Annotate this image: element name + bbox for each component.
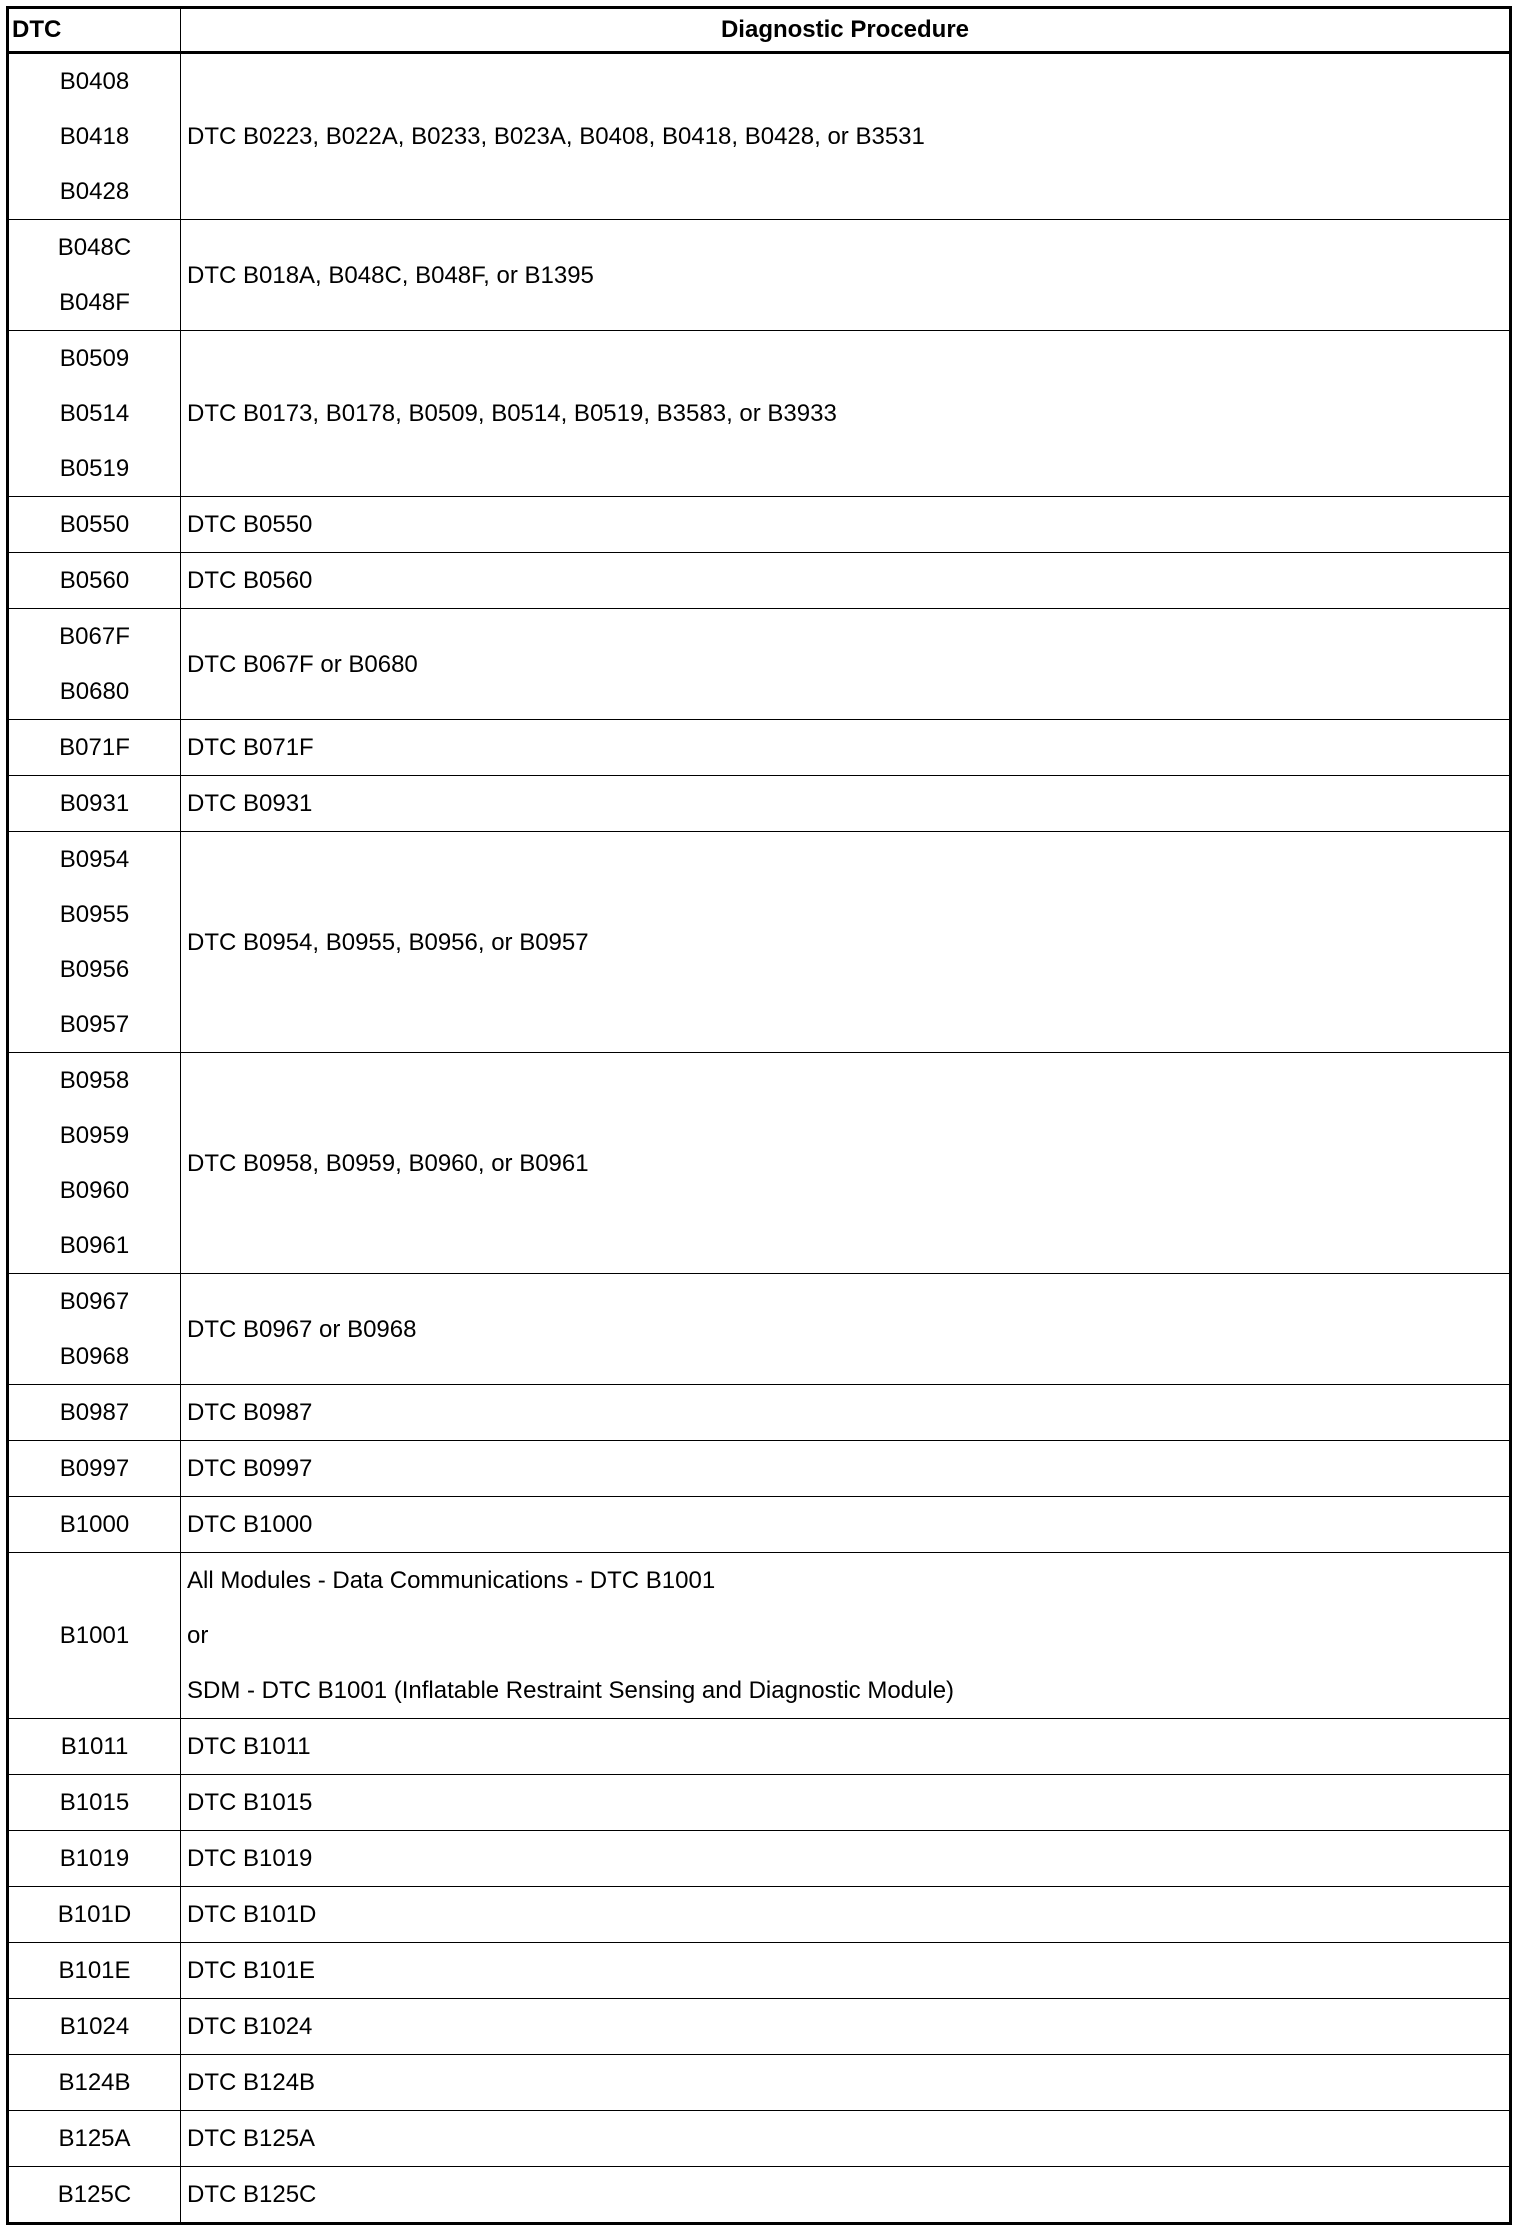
dtc-code: B101E (58, 1957, 131, 1984)
table-row (8, 609, 1511, 720)
procedure-link-text: DTC B0173, B0178, B0509, B0514, B0519, B3583, or B3933 (187, 400, 837, 427)
dtc-code: B048C (57, 234, 132, 261)
dtc-code: B0680 (59, 678, 130, 705)
dtc-code: B0961 (59, 1232, 130, 1259)
procedure-link-text: DTC B071F (187, 734, 314, 761)
table-row (8, 1553, 1511, 1719)
procedure-link-text: DTC B101D (187, 1901, 317, 1928)
dtc-code: B125C (57, 2181, 132, 2208)
dtc-code: B0418 (59, 123, 130, 150)
dtc-code: B0509 (59, 345, 130, 372)
dtc-code-cell (8, 832, 181, 1053)
procedure-cell (181, 1385, 1511, 1441)
dtc-code: B0987 (59, 1399, 130, 1426)
procedure-cell (181, 553, 1511, 609)
dtc-code: B101D (57, 1901, 132, 1928)
procedure-link-text: DTC B067F or B0680 (187, 650, 418, 678)
dtc-code: B0967 (59, 1288, 130, 1315)
table-row (8, 1943, 1511, 1999)
dtc-code-cell (8, 1775, 181, 1831)
table-row (8, 832, 1511, 1053)
dtc-code: B125A (58, 2125, 131, 2152)
procedure-cell (181, 609, 1511, 720)
dtc-code: B0957 (59, 1011, 130, 1038)
procedure-link-text: DTC B1024 (187, 2013, 313, 2040)
dtc-code: B0560 (59, 567, 130, 594)
procedure-cell (181, 1441, 1511, 1497)
table-row (8, 1999, 1511, 2055)
procedure-cell (181, 331, 1511, 497)
table-row (8, 2055, 1511, 2111)
dtc-code: B1024 (59, 2013, 130, 2040)
dtc-code-cell (8, 2167, 181, 2224)
procedure-cell (181, 1887, 1511, 1943)
dtc-code-cell (8, 1999, 181, 2055)
dtc-code-cell (8, 1553, 181, 1719)
table-row (8, 720, 1511, 776)
dtc-code-cell (8, 609, 181, 720)
procedure-link-text: DTC B0550 (187, 511, 313, 538)
table-row (8, 1497, 1511, 1553)
procedure-link-text: All Modules - Data Communications - DTC B1001 (187, 1567, 716, 1594)
table-row (8, 1053, 1511, 1274)
dtc-code: B067F (59, 623, 130, 650)
dtc-code-cell (8, 53, 181, 220)
dtc-code-cell (8, 1385, 181, 1441)
dtc-code: B1015 (59, 1789, 130, 1816)
table-row (8, 220, 1511, 331)
procedure-cell (181, 2111, 1511, 2167)
procedure-link-text: DTC B1015 (187, 1789, 313, 1816)
procedure-link-text: DTC B0223, B022A, B0233, B023A, B0408, B0418, B0428, or B3531 (187, 123, 925, 150)
table-row (8, 1385, 1511, 1441)
procedure-cell (181, 1999, 1511, 2055)
dtc-code-cell (8, 553, 181, 609)
procedure-cell (181, 53, 1511, 220)
dtc-code-cell (8, 720, 181, 776)
dtc-code: B124B (58, 2069, 131, 2096)
dtc-procedure-table (6, 6, 1512, 2225)
dtc-code: B0954 (59, 846, 130, 873)
procedure-link-text: DTC B124B (187, 2069, 316, 2096)
procedure-cell (181, 720, 1511, 776)
dtc-code: B1000 (59, 1511, 130, 1538)
dtc-code: B0968 (59, 1343, 130, 1370)
procedure-link-text: DTC B018A, B048C, B048F, or B1395 (187, 261, 594, 289)
procedure-cell (181, 1775, 1511, 1831)
table-row (8, 776, 1511, 832)
procedure-link-text: DTC B125C (187, 2181, 317, 2208)
dtc-code-cell (8, 1831, 181, 1887)
dtc-code: B0931 (59, 790, 130, 817)
dtc-code-cell (8, 1053, 181, 1274)
procedure-cell (181, 832, 1511, 1053)
procedure-link-text: DTC B0931 (187, 790, 313, 817)
procedure-cell (181, 1553, 1511, 1719)
procedure-link-text: DTC B0954, B0955, B0956, or B0957 (187, 928, 589, 956)
procedure-cell (181, 2167, 1511, 2224)
header-diagnostic-procedure: Diagnostic Procedure (181, 8, 1511, 53)
dtc-code: B0997 (59, 1455, 130, 1482)
table-row (8, 497, 1511, 553)
dtc-code-cell (8, 1887, 181, 1943)
dtc-code-cell (8, 1943, 181, 1999)
procedure-cell (181, 2055, 1511, 2111)
dtc-code: B0550 (59, 511, 130, 538)
procedure-link-text: DTC B1011 (187, 1733, 311, 1760)
dtc-code: B0519 (59, 455, 130, 482)
table-row (8, 1775, 1511, 1831)
procedure-link-text: DTC B125A (187, 2125, 316, 2152)
table-row (8, 2167, 1511, 2224)
dtc-code-cell (8, 1274, 181, 1385)
table-row (8, 1441, 1511, 1497)
dtc-code-cell (8, 1497, 181, 1553)
dtc-code: B1011 (60, 1733, 129, 1760)
table-row (8, 1274, 1511, 1385)
procedure-link-text: DTC B1000 (187, 1511, 313, 1538)
dtc-code-cell (8, 2055, 181, 2111)
dtc-code: B0955 (59, 901, 130, 928)
procedure-link-text: DTC B101E (187, 1957, 316, 1984)
dtc-code-cell (8, 497, 181, 553)
procedure-link-text: DTC B0560 (187, 567, 313, 594)
table-row (8, 331, 1511, 497)
table-header-row (8, 8, 1511, 53)
table-row (8, 1719, 1511, 1775)
table-row (8, 553, 1511, 609)
procedure-cell (181, 1831, 1511, 1887)
procedure-cell (181, 776, 1511, 832)
dtc-code-cell (8, 1719, 181, 1775)
procedure-link-text: or (187, 1622, 209, 1649)
dtc-code: B1019 (59, 1845, 130, 1872)
procedure-link-text: DTC B1019 (187, 1845, 313, 1872)
procedure-cell (181, 1053, 1511, 1274)
dtc-code: B0428 (59, 178, 130, 205)
dtc-code-cell (8, 220, 181, 331)
dtc-code: B0960 (59, 1177, 130, 1204)
procedure-link-text: DTC B0967 or B0968 (187, 1315, 417, 1343)
table-row (8, 1887, 1511, 1943)
dtc-code-cell (8, 776, 181, 832)
dtc-code-cell (8, 331, 181, 497)
dtc-code-cell (8, 1441, 181, 1497)
dtc-code: B0959 (59, 1122, 130, 1149)
dtc-code: B0408 (59, 68, 130, 95)
procedure-cell (181, 1274, 1511, 1385)
procedure-link-text: DTC B0987 (187, 1399, 313, 1426)
table-row (8, 1831, 1511, 1887)
procedure-cell (181, 497, 1511, 553)
dtc-code-cell (8, 2111, 181, 2167)
table-row (8, 53, 1511, 220)
table-row (8, 2111, 1511, 2167)
procedure-link-text: DTC B0997 (187, 1455, 313, 1482)
procedure-cell (181, 220, 1511, 331)
dtc-code: B0958 (59, 1067, 130, 1094)
dtc-code: B071F (59, 734, 130, 761)
procedure-link-text: DTC B0958, B0959, B0960, or B0961 (187, 1149, 589, 1177)
dtc-code: B1001 (59, 1622, 130, 1649)
procedure-cell (181, 1943, 1511, 1999)
dtc-code: B0956 (59, 956, 130, 983)
procedure-cell (181, 1497, 1511, 1553)
procedure-cell (181, 1719, 1511, 1775)
procedure-link-text: SDM - DTC B1001 (Inflatable Restraint Sensing and Diagnostic Module) (187, 1677, 955, 1704)
dtc-code: B0514 (59, 400, 130, 427)
dtc-code: B048F (59, 289, 130, 316)
header-dtc: DTC (8, 8, 181, 53)
